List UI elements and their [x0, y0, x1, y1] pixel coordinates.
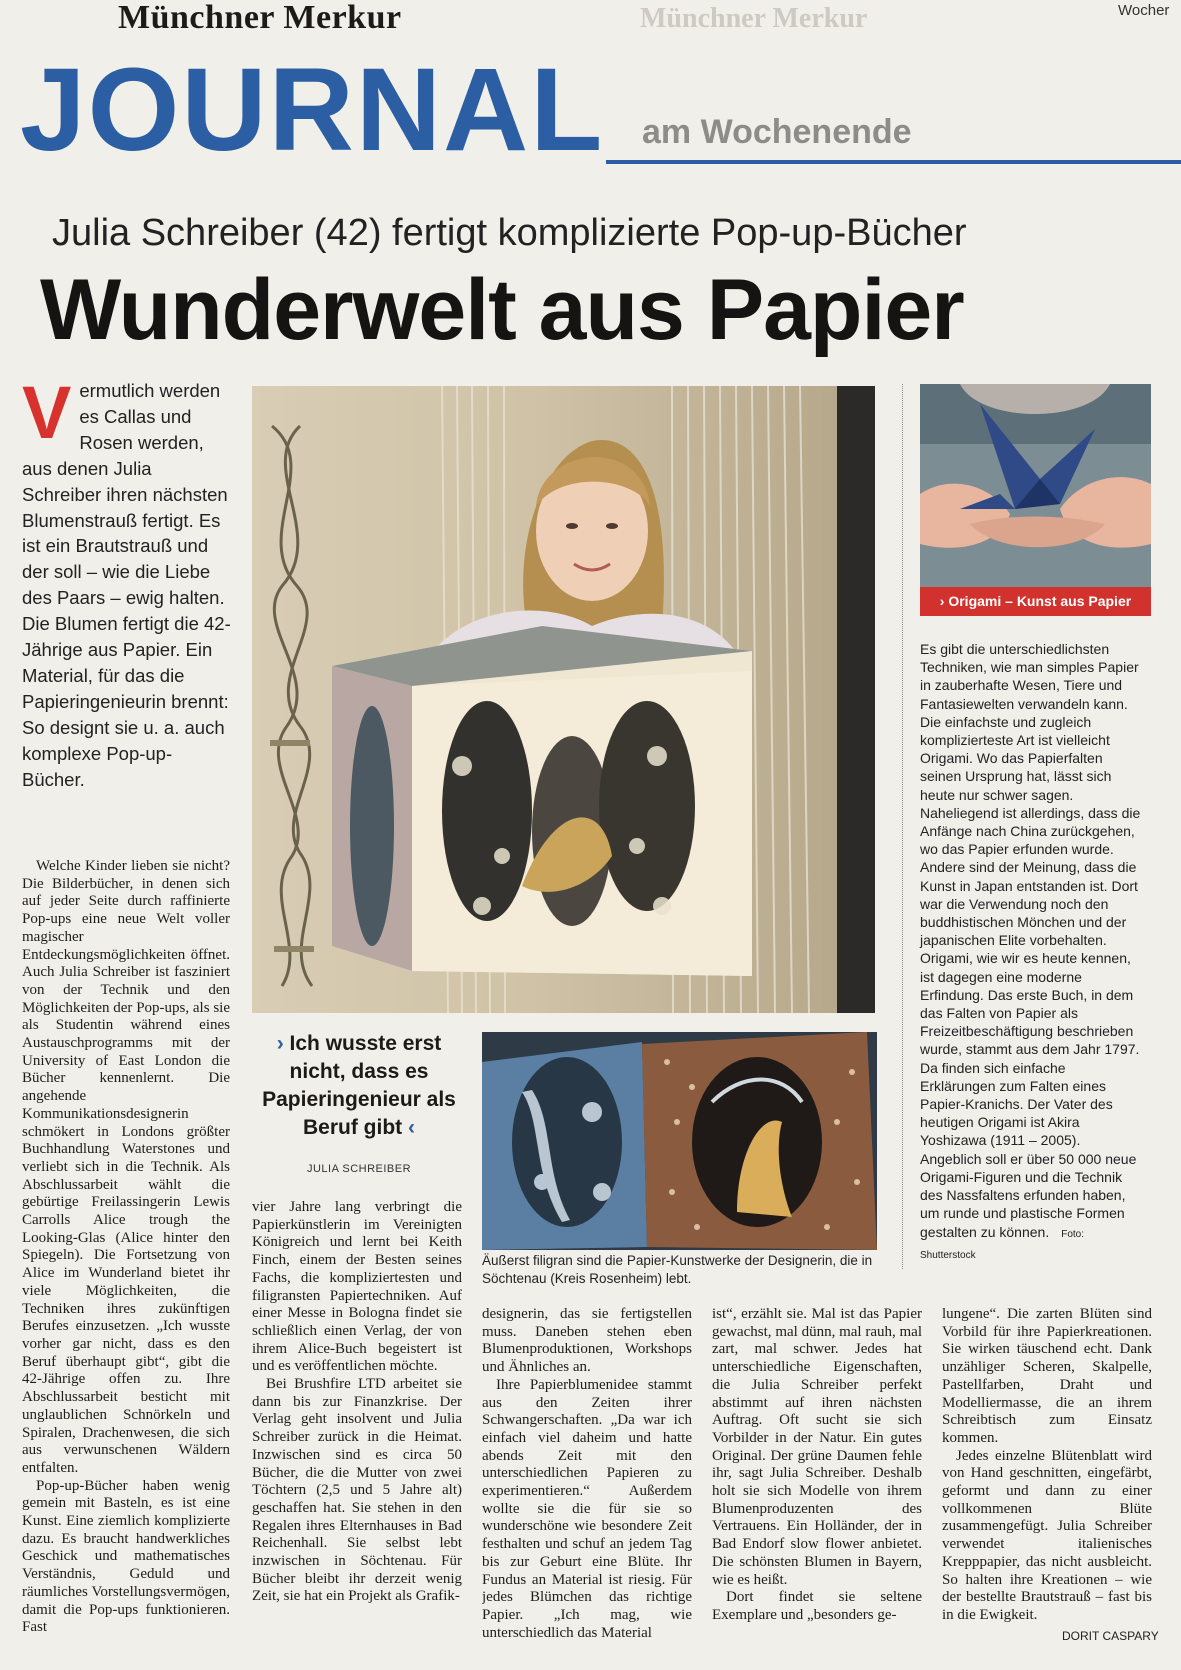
paragraph: Ihre Papierblumenidee stammt aus den Zeiten ihrer Schwangerschaften. „Da war ich einfach viel daheim und hatte abends Zeit mit den unterschiedlichen Papieren zu experimentieren.“ Außerdem wollte sie die für sie so wunderschöne wie besondere Zeit festhalten und schuf an jedem Tag bis zur Geburt eine Blüte. Ihr Fundus an Material ist riesig. Für jedes Blümchen das richtige Papier. „Ich mag, wie unterschiedlich das Material: [482, 1376, 692, 1641]
newspaper-name: Münchner Merkur: [118, 0, 402, 36]
quote-attribution: JULIA SCHREIBER: [306, 1163, 412, 1175]
author-byline: DORIT CASPARY: [1062, 1629, 1159, 1643]
quote-close-mark: ‹: [408, 1116, 415, 1139]
article-column-3: [482, 1306, 692, 1656]
paragraph: Jedes einzelne Blütenblatt wird von Hand geschnitten, eingefärbt, geformt und dann zu einer vollkommenen Blüte zusammengefügt. Julia Schreiber verwendet italienisches Krepppapier, das nicht ausbleicht. So halten ihre Kreationen – wie der bestellte Brautstrauß – fast bis in die Ewigkeit.: [942, 1447, 1152, 1623]
section-title: JOURNAL: [20, 44, 605, 176]
article-column-5: [942, 1306, 1152, 1656]
paragraph: Bei Brushfire LTD arbeitet sie dann bis zur Finanzkrise. Der Verlag geht insolvent und Julia Schreiber zurück in die Heimat. Inzwischen sind es circa 50 Bücher, die die Mutter von zwei Töchtern (2,5 und 5 Jahre alt) geschaffen hat. Sie stehen in den Regalen ihres Elternhauses in Bad Reichenhall. Sie selbst lebt inzwischen in Söchtenau. Für Bücher bleibt ihr derzeit wenig Zeit, sie hat ein Projekt als Grafik-: [252, 1376, 462, 1605]
article-column-2: [252, 1199, 462, 1654]
popup-book-photo: [482, 1032, 877, 1250]
sidebar-body: Es gibt die unterschiedlichsten Techniken, wie man simples Papier in zauberhafte Wesen, Tiere und Fantasiewelten verwandeln kann. Die einfachste und zugleich komplizierteste Art ist vielleicht Origami. Wo das Papierfalten seinen Ursprung hat, lässt sich heute nur schwer sagen. Naheliegend ist allerdings, dass die Anfänge nach China zurückgehen, wo das Papier erfunden wurde. Andere sind der Meinung, dass die Kunst in Japan entstanden ist. Dort war die Verwendung noch den buddhistischen Mönchen und der japanischen Elite vorbehalten. Origami, wie wir es heute kennen, ist dagegen eine moderne Erfindung. Das erste Buch, in dem das Falten von Papier als Freizeitbeschäftigung beschrieben wurde, stammt aus dem Jahr 1797. Da finden sich einfache Erklärungen zum Falten eines Papier-Kranichs. Der Vater des heutigen Origami ist Akira Yoshizawa (1911 – 2005). Angeblich soll er über 50 000 neue Origami-Figuren und die Technik des Nassfaltens erfunden haben, um runde und plastische Formen gestalten zu können.: [920, 641, 1141, 1240]
sidebar-text: [920, 640, 1142, 1265]
paragraph: vier Jahre lang verbringt die Papierkünstlerin im Vereinigten Königreich und lernt bei Keith Finch, einem der Besten seines Fachs, die kompliziertesten und filigransten Papiertechniken. Auf einer Messe in Bologna findet sie schließlich einen Verlag, der von ihrem Alice-Buch begeistert ist und es veröffentlichen möchte.: [252, 1199, 462, 1375]
lead-text: ermutlich werden es Callas und Rosen werden, aus denen Julia Schreiber ihren nächsten Blumenstrauß fertigt. Es ist ein Brautstrauß und der soll – wie die Liebe des Paars – ewig halten. Die Blumen fertigt die 42-Jährige aus Papier. Ein Material, für das die Papieringenieurin brennt: So designt sie u. a. auch komplexe Pop-up-Bücher.: [22, 380, 231, 790]
paragraph: Pop-up-Bücher haben wenig gemein mit Basteln, es ist eine Kunst. Eine ziemlich komplizierte dazu. Es braucht handwerkliches Geschick und mathematisches Verständnis, Geduld und räumliches Vorstellungsvermögen, damit die Pop-ups funktionieren. Fast: [22, 1477, 230, 1636]
article-column-1: [22, 858, 230, 1648]
article-column-4: [712, 1306, 922, 1656]
paragraph: designerin, das sie fertigstellen muss. Daneben stehen eben Blumenproduktionen, Workshops und Ähnliches an.: [482, 1306, 692, 1376]
article-kicker: Julia Schreiber (42) fertigt komplizierte Pop-up-Bücher: [52, 212, 967, 254]
sidebar-divider: [902, 384, 903, 1269]
main-photo: [252, 386, 875, 1013]
paragraph: ist“, erzählt sie. Mal ist das Papier gewachst, mal dünn, mal rauh, mal zart, mal schwer. Jedes hat unterschiedliche Eigenschaften, die Julia Schreiber perfekt abstimmt auf ihren nächsten Auftrag. Oft sucht sie sich Vorbilder in der Natur. Ein gutes Original. Der grüne Daumen fehle ihr, sagt Julia Schreiber. Deshalb holt sie sich Modelle von ihrem Blumenproduzenten des Vertrauens. Ein Holländer, der in Bad Endorf slow flower anbietet. Die schönsten Blumen in Bayern, wie es heißt.: [712, 1306, 922, 1588]
paragraph: Welche Kinder lieben sie nicht? Die Bilderbücher, in denen sich auf jeder Seite durch raffinierte Pop-ups eine neue Welt voller magischer Entdeckungsmöglichkeiten öffnet. Auch Julia Schreiber ist fasziniert von der Technik und den Möglichkeiten der Pop-ups, als sie als Studentin während eines Austauschprogramms mit der University of East London die Bücher kennenlernt. Die angehende Kommunikationsdesignerin schmökert in Londons größter Buchhandlung Waterstones und verliebt sich in die Technik. Als Abschlussarbeit wählt die gebürtige Freilassingerin Lewis Carrolls Alice trough the Looking-Glas (Alice hinter den Spiegeln). Die Fortsetzung von Alice im Wunderland bietet ihr viele Möglichkeiten, die Techniken ihres zukünftigen Berufes einzusetzen. „Ich wusste vorher gar nicht, dass es den Beruf überhaupt gibt“, gibt die 42-Jährige offen zu. Ihre Abschlussarbeit besticht mit unglaublichen Schnörkeln und Spiralen, Drachenwesen, die sich aus verwunschenen Wäldern entfalten.: [22, 858, 230, 1476]
paragraph: lungene“. Die zarten Blüten sind Vorbild für ihre Papierkreationen. Sie wirken täuschend echt. Dank unzähliger Scheren, Skalpelle, Pastellfarben, Draht und Modelliermasse, die an ihrem Schreibtisch zum Einsatz kommen.: [942, 1306, 1152, 1446]
photo-credit: Foto: Shutterstock: [920, 1228, 1085, 1261]
sidebar-heading: › Origami – Kunst aus Papier: [920, 587, 1151, 616]
origami-crane-photo: [920, 384, 1151, 616]
section-subtitle: am Wochenende: [642, 113, 912, 151]
article-lead: [22, 371, 234, 793]
section-rule: [606, 160, 1181, 164]
photo-caption: Äußerst filigran sind die Papier-Kunstwerke der Designerin, die in Söchtenau (Kreis Rosenheim) lebt.: [482, 1253, 873, 1286]
edition-label: Wocher: [1118, 2, 1170, 19]
bleedthrough-newspaper-name: Münchner Merkur: [640, 3, 868, 34]
quote-text: Ich wusste erst nicht, dass es Papieringenieur als Beruf gibt: [262, 1032, 456, 1139]
article-headline: Wunderwelt aus Papier: [40, 262, 964, 358]
pull-quote: [246, 1030, 472, 1142]
paragraph: Dort findet sie seltene Exemplare und „besonders ge-: [712, 1589, 922, 1623]
quote-open-mark: ›: [276, 1032, 284, 1055]
drop-cap: V: [22, 371, 72, 454]
